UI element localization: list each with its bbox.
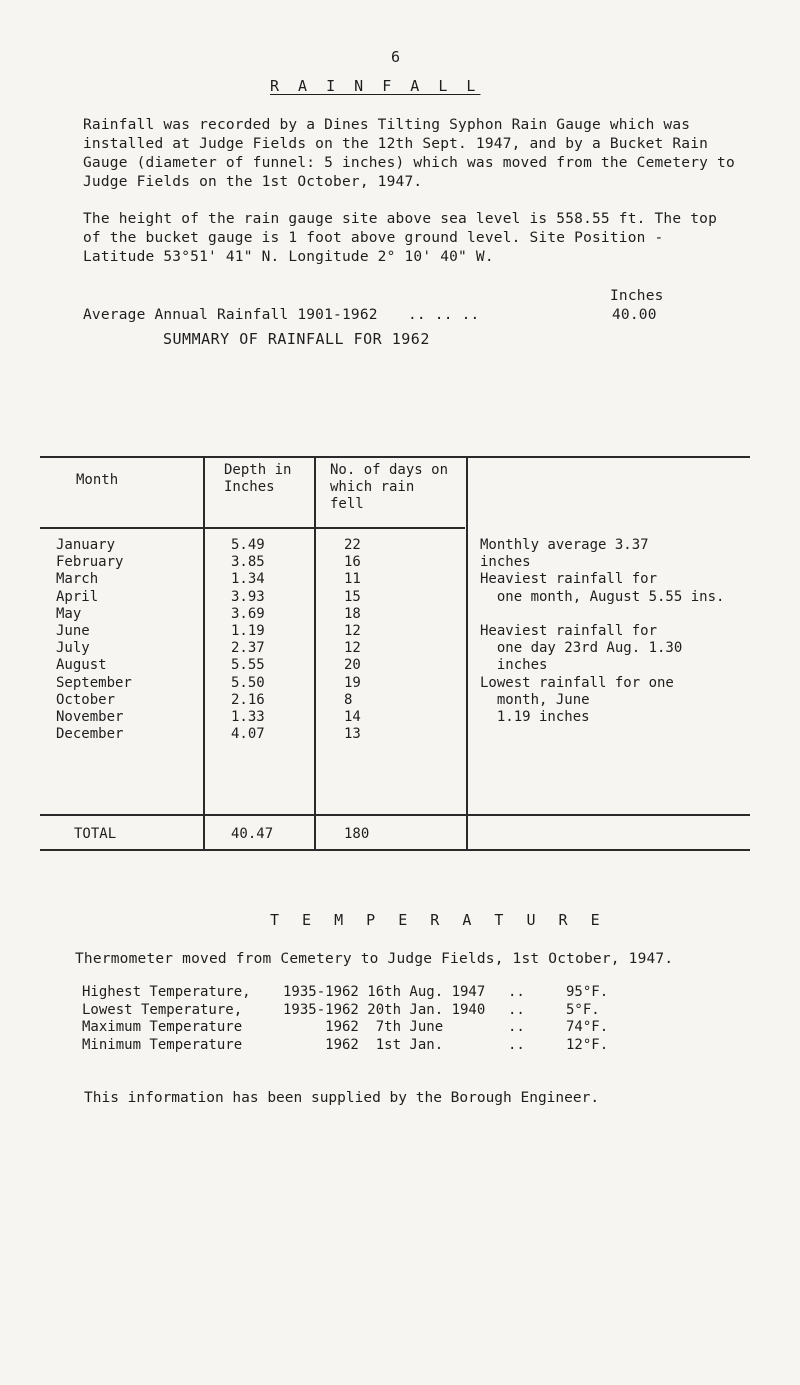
section-title-rainfall: R A I N F A L L [270,77,481,95]
depth-cell: 3.93 [231,588,265,605]
days-cell: 22 [344,537,361,553]
table-bottom-border [40,849,750,851]
total-depth: 40.47 [231,826,274,842]
temperature-period: 1962 7th June [283,1019,444,1035]
footer-note: This information has been supplied by the Borough Engineer. [84,1090,600,1106]
section-title-temperature: T E M P E R A T U R E [270,911,607,929]
page-number: 6 [391,48,401,66]
days-cell: 14 [344,708,361,725]
table-top-border [40,456,750,458]
note-line [480,606,724,623]
note-line: 1.19 inches [480,708,590,725]
average-rainfall-value: 40.00 [612,307,657,323]
header-days: No. of days on which rain fell [330,462,449,512]
days-cell: 12 [344,640,361,657]
month-cell: May [56,605,82,622]
note-line: Heaviest rainfall for [480,622,658,639]
days-cell: 19 [344,674,361,691]
average-leader-dots: .. .. .. [408,307,480,323]
thermometer-note: Thermometer moved from Cemetery to Judge Fields, 1st October, 1947. [75,951,674,967]
temperature-label: Highest Temperature, [82,984,251,1000]
total-days: 180 [344,826,370,842]
depth-cell: 2.37 [231,640,265,657]
month-cell: October [56,691,116,708]
temperature-dots: .. [508,984,525,1000]
month-cell: December [56,726,124,743]
temperature-value: 5°F. [566,1001,600,1018]
depth-cell: 3.69 [231,605,265,622]
days-cell: 11 [344,571,361,588]
depth-column [231,537,265,743]
depth-cell: 1.19 [231,622,265,639]
temperature-label: Maximum Temperature [82,1019,243,1035]
depth-cell: 1.33 [231,708,265,725]
depth-cell: 2.16 [231,691,265,708]
average-unit-header: Inches [610,288,664,304]
month-column [56,537,132,743]
temperature-label: Lowest Temperature, [82,1001,243,1018]
note-line: one day 23rd Aug. 1.30 [480,640,683,657]
temperature-dots: .. [508,1036,525,1053]
temperature-value: 74°F. [566,1019,609,1035]
days-cell: 8 [344,691,353,708]
table-column-line-3 [466,456,468,850]
month-cell: June [56,622,90,639]
days-cell: 15 [344,588,361,605]
month-cell: January [56,537,116,553]
month-cell: February [56,554,124,571]
table-total-divider [40,814,750,816]
average-rainfall-label: Average Annual Rainfall 1901-1962 [83,307,378,323]
days-cell: 18 [344,605,361,622]
days-cell: 16 [344,554,361,571]
month-cell: September [56,674,132,691]
temperature-period: 1962 1st Jan. [283,1036,444,1053]
note-line: one month, August 5.55 ins. [480,588,725,605]
temperature-label: Minimum Temperature [82,1036,243,1053]
depth-cell: 5.55 [231,657,265,674]
summary-title: SUMMARY OF RAINFALL FOR 1962 [163,330,430,348]
rainfall-notes [480,537,724,726]
note-line: Lowest rainfall for one [480,674,674,691]
table-column-line-1 [203,456,205,850]
table-header-divider [40,527,465,529]
note-line: inches [480,554,531,571]
month-cell: April [56,588,99,605]
depth-cell: 1.34 [231,571,265,588]
month-cell: July [56,640,90,657]
month-cell: August [56,657,107,674]
temperature-value: 95°F. [566,984,609,1000]
note-line: Monthly average 3.37 [480,537,649,553]
temperature-dots: .. [508,1001,525,1018]
days-cell: 12 [344,622,361,639]
temperature-value: 12°F. [566,1036,609,1053]
temperature-dots: .. [508,1019,525,1035]
depth-cell: 3.85 [231,554,265,571]
month-cell: March [56,571,99,588]
depth-cell: 4.07 [231,726,265,743]
note-line: inches [480,657,548,674]
depth-cell: 5.50 [231,674,265,691]
header-month: Month [76,472,119,488]
days-cell: 20 [344,657,361,674]
note-line: Heaviest rainfall for [480,571,658,588]
temperature-period: 1935-1962 16th Aug. 1947 [283,984,486,1000]
table-column-line-2 [314,456,316,850]
month-cell: November [56,708,124,725]
days-cell: 13 [344,726,361,743]
note-line: month, June [480,691,590,708]
depth-cell: 5.49 [231,537,265,553]
header-depth: Depth in Inches [224,462,292,495]
total-label: TOTAL [74,826,117,842]
intro-paragraph: Rainfall was recorded by a Dines Tilting Syphon Rain Gauge which was installed at Judge Fields on the 12th Sept. 1947, and by a Bucket Rain Gauge (diameter of funnel: 5 inches) which was moved from the Cemetery to Judge Fields on the 1st October, 1947. [83,117,735,190]
site-info-paragraph: The height of the rain gauge site above sea level is 558.55 ft. The top of the bucket gauge is 1 foot above ground level. Site Position - Latitude 53°51' 41" N. Longitude 2° 10' 40" W. [83,211,718,265]
temperature-period: 1935-1962 20th Jan. 1940 [283,1001,486,1018]
days-column [344,537,361,743]
